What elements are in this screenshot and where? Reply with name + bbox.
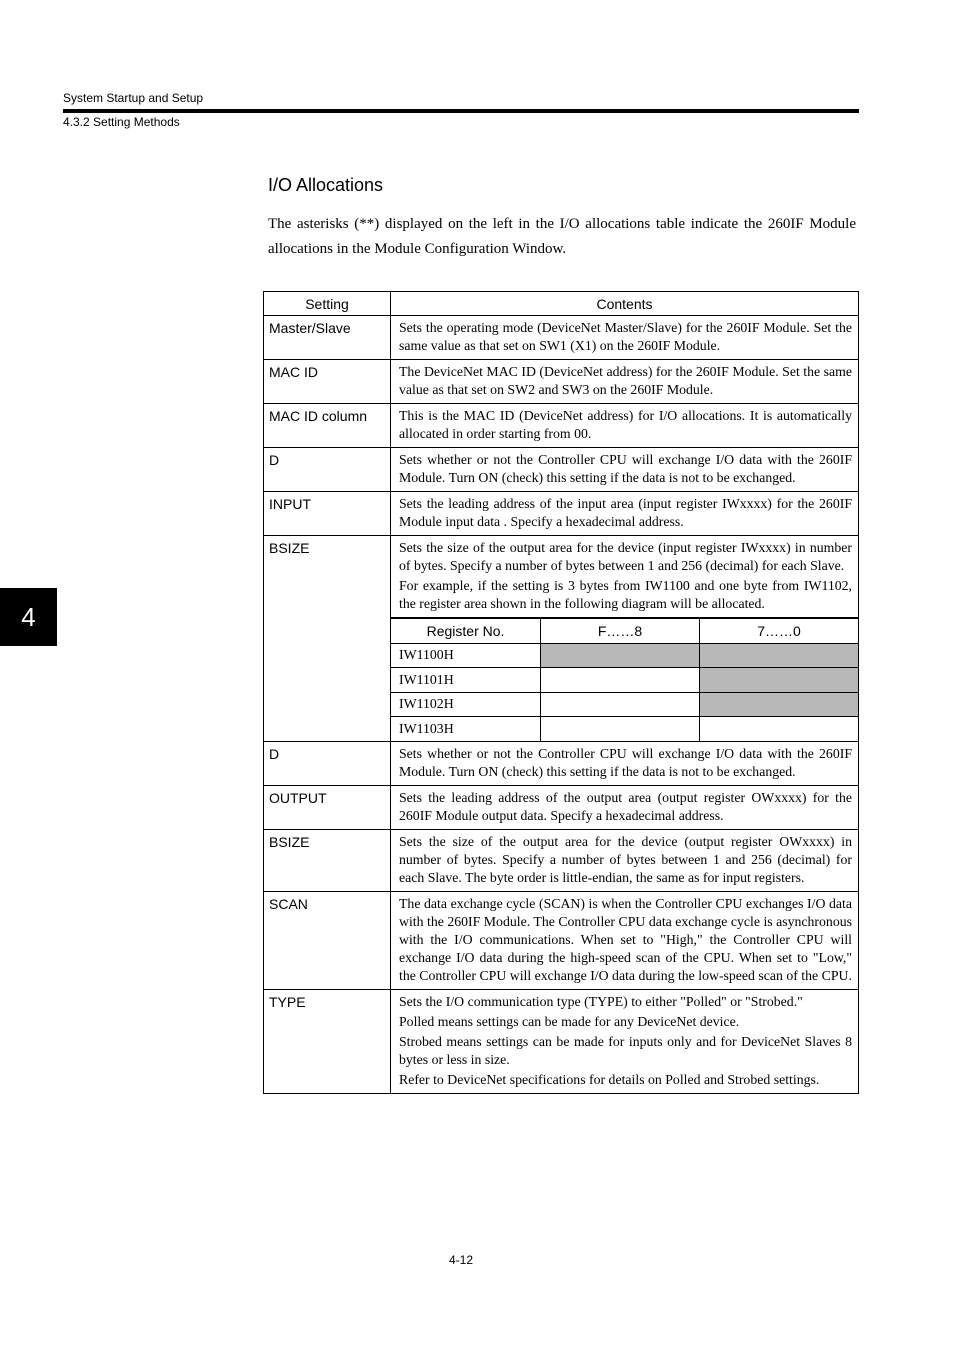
header-rule [63, 109, 859, 113]
contents-text: Sets the leading address of the input area (input register IWxxxx) for the 260IF Module input data . Specify a hexadecimal address. [399, 496, 852, 529]
running-header-section: 4.3.2 Setting Methods [63, 115, 180, 129]
register-number: IW1103H [391, 717, 541, 741]
contents-text: The data exchange cycle (SCAN) is when the Controller CPU exchanges I/O data with the 260IF Module. The Controller CPU data exchange cycle is asynchronous with the I/O communications. When set to "High," the Controller CPU will exchange I/O data during the high-speed scan of the CPU. When set to "Low," the Controller CPU will exchange I/O data during the low-speed scan of the CPU. [399, 895, 852, 983]
contents-cell [391, 785, 859, 829]
contents-cell [391, 448, 859, 492]
register-low-byte-allocated [700, 692, 859, 717]
contents-text: Sets the size of the output area for the device (input register IWxxxx) in number of bytes. Specify a number of bytes between 1 and 256 (decimal) for each Slave. [399, 540, 852, 573]
contents-cell [391, 829, 859, 891]
register-number: IW1102H [391, 692, 541, 717]
register-low-byte-allocated [700, 668, 859, 693]
table-row [264, 448, 859, 492]
header-setting: Setting [264, 292, 391, 316]
table-row [264, 891, 859, 989]
contents-text: Polled means settings can be made for any DeviceNet device. [399, 1013, 740, 1029]
table-row [264, 785, 859, 829]
register-header-high-byte: F……8 [541, 618, 700, 643]
contents-cell [391, 536, 859, 742]
setting-cell: BSIZE [264, 829, 391, 891]
table-row [264, 829, 859, 891]
setting-cell: SCAN [264, 891, 391, 989]
page-number: 4-12 [449, 1253, 474, 1267]
register-row [391, 692, 858, 717]
table-row [264, 989, 859, 1093]
setting-cell: TYPE [264, 989, 391, 1093]
section-title: I/O Allocations [268, 175, 384, 195]
register-low-byte-allocated [700, 643, 859, 668]
register-high-byte [541, 668, 700, 693]
register-high-byte [541, 692, 700, 717]
header-contents: Contents [391, 292, 859, 316]
setting-cell: MAC ID [264, 360, 391, 404]
contents-cell [391, 741, 859, 785]
table-row [264, 316, 859, 360]
contents-text: Sets whether or not the Controller CPU will exchange I/O data with the 260IF Module. Turn ON (check) this setting if the data is not to be exchanged. [399, 452, 852, 485]
register-header-low-byte: 7……0 [700, 618, 859, 643]
register-row [391, 717, 858, 741]
table-header-row [264, 292, 859, 316]
contents-text: Strobed means settings can be made for inputs only and for DeviceNet Slaves 8 bytes or less in size. [399, 1033, 852, 1067]
register-high-byte-allocated [541, 643, 700, 668]
register-number: IW1100H [391, 643, 541, 668]
contents-text: Sets the size of the output area for the device (output register OWxxxx) in number of bytes. Specify a number of bytes between 1 and 256 (decimal) for each Slave. The byte order is little-endian, the same as for input registers. [399, 833, 852, 885]
register-row [391, 643, 858, 668]
setting-cell: Master/Slave [264, 316, 391, 360]
io-allocations-table [263, 291, 859, 1094]
contents-text: Refer to DeviceNet specifications for details on Polled and Strobed settings. [399, 1071, 820, 1087]
contents-text: Sets whether or not the Controller CPU will exchange I/O data with the 260IF Module. Turn ON (check) this setting if the data is not to be exchanged. [399, 745, 852, 779]
contents-cell [391, 492, 859, 536]
contents-text: Sets the I/O communication type (TYPE) to either "Polled" or "Strobed." [399, 993, 803, 1009]
setting-cell: INPUT [264, 492, 391, 536]
setting-cell: BSIZE [264, 536, 391, 742]
setting-cell: OUTPUT [264, 785, 391, 829]
register-header-no: Register No. [391, 618, 541, 643]
contents-text: This is the MAC ID (DeviceNet address) for I/O allocations. It is automatically allocated in order starting from 00. [399, 408, 852, 441]
chapter-tab: 4 [0, 588, 57, 646]
register-allocation-table [391, 617, 858, 741]
contents-cell [391, 404, 859, 448]
table-row [264, 492, 859, 536]
setting-cell: MAC ID column [264, 404, 391, 448]
table-row [264, 536, 859, 742]
setting-cell: D [264, 448, 391, 492]
running-header-chapter: System Startup and Setup [63, 91, 204, 105]
contents-cell [391, 891, 859, 989]
contents-text: Sets the leading address of the output area (output register OWxxxx) for the 260IF Module output data. Specify a hexadecimal address. [399, 789, 852, 823]
contents-cell [391, 316, 859, 360]
register-high-byte [541, 717, 700, 741]
contents-cell [391, 360, 859, 404]
register-row [391, 668, 858, 693]
register-low-byte [700, 717, 859, 741]
intro-paragraph: The asterisks (**) displayed on the left in the I/O allocations table indicate the 260IF Module allocations in the Module Configuration Window. [268, 216, 856, 257]
table-row [264, 360, 859, 404]
contents-text: Sets the operating mode (DeviceNet Master/Slave) for the 260IF Module. Set the same value as that set on SW1 (X1) on the 260IF Module. [399, 320, 852, 353]
table-row [264, 741, 859, 785]
contents-text: For example, if the setting is 3 bytes from IW1100 and one byte from IW1102, the register area shown in the following diagram will be allocated. [399, 578, 852, 611]
setting-cell: D [264, 741, 391, 785]
register-header-row [391, 618, 858, 643]
contents-cell [391, 989, 859, 1093]
table-row [264, 404, 859, 448]
register-number: IW1101H [391, 668, 541, 693]
contents-text: The DeviceNet MAC ID (DeviceNet address) for the 260IF Module. Set the same value as that set on SW2 and SW3 on the 260IF Module. [399, 364, 852, 397]
